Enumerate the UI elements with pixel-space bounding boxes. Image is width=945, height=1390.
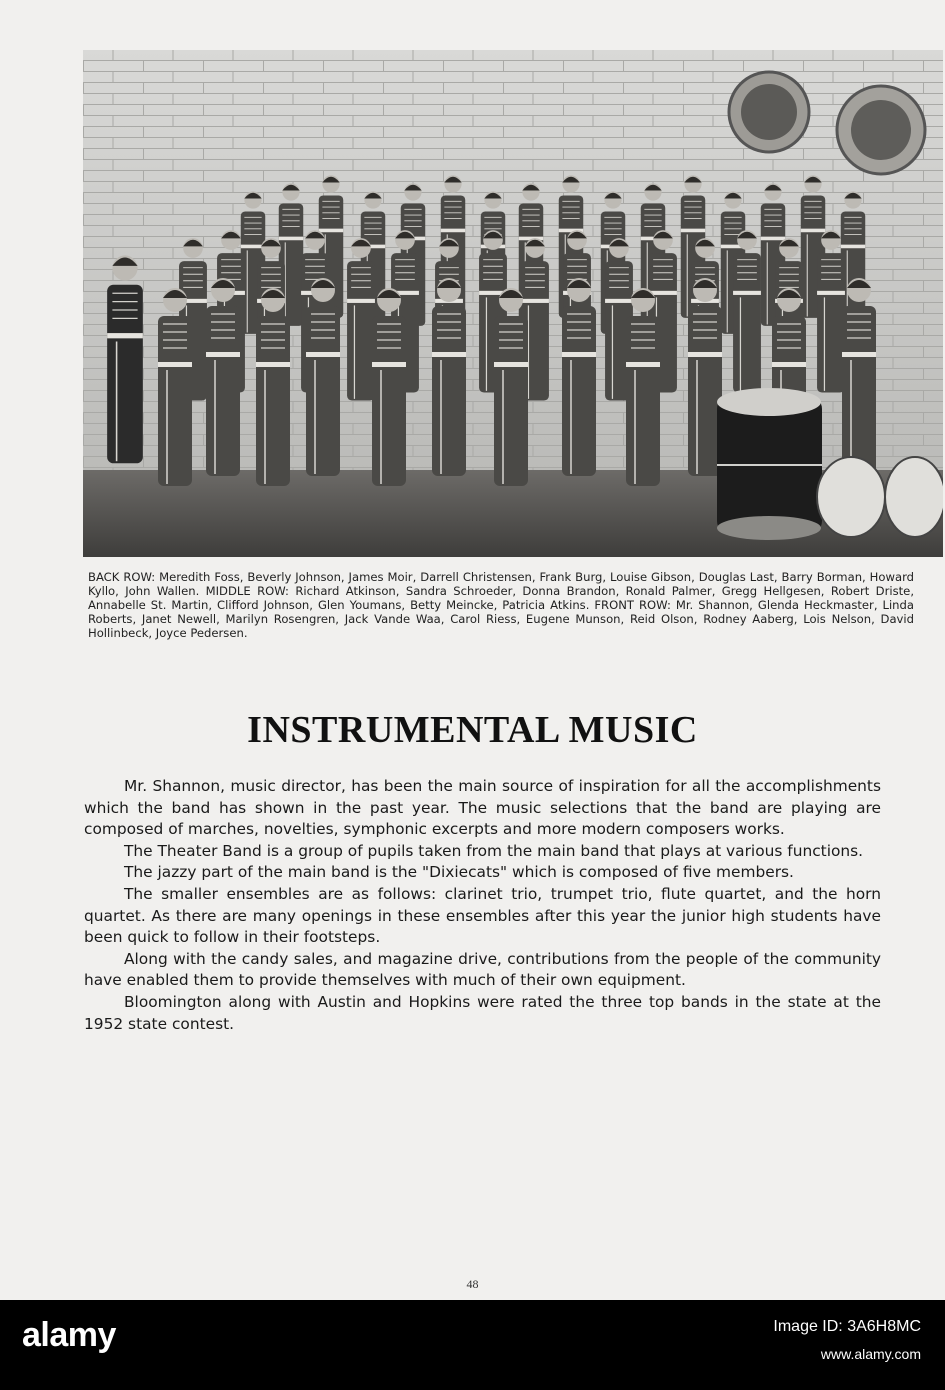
paragraph: Along with the candy sales, and magazine drive, contributions from the people of the community have enabled them to provide themselves with much of their own equipment. (84, 949, 881, 990)
paragraph: The Theater Band is a group of pupils taken from the main band that plays at various functions. (124, 841, 864, 860)
article-body (84, 776, 881, 1035)
band-member-figure (688, 278, 722, 476)
page-number: 48 (466, 1277, 479, 1291)
band-member-figure (432, 278, 466, 476)
band-member-figure (107, 255, 143, 463)
photo-caption: BACK ROW: Meredith Foss, Beverly Johnson, James Moir, Darrell Christensen, Frank Burg, Louise Gibson, Douglas Last, Barry Borman, Howard Kyllo, John Wallen. MIDDLE ROW: Richard Atkinson, Sandra Schroeder, Donna Brandon, Ronald Palmer, Gregg Hellgesen, Robert Driste, Annabelle St. Martin, Clifford Johnson, Glen Youmans, Betty Meincke, Patricia Atkins. FRONT ROW: Mr. Shannon, Glenda Heckmaster, Linda Roberts, Janet Newell, Marilyn Rosengren, Jack Vande Waa, Carol Riess, Eugene Munson, Reid Olson, Rodney Aaberg, Lois Nelson, David Hollinbeck, Joyce Pedersen. (88, 570, 914, 640)
band-member-figure (347, 238, 375, 400)
band-photo-illustration (83, 50, 943, 557)
watermark-image-id: Image ID: 3A6H8MC (773, 1318, 921, 1335)
band-member-figure (256, 288, 290, 486)
paragraph: The jazzy part of the main band is the "Dixiecats" which is composed of five members. (124, 863, 794, 882)
band-member-figure (842, 278, 876, 476)
band-member-figure (494, 288, 528, 486)
band-member-figure (206, 278, 240, 476)
page-title: INSTRUMENTAL MUSIC (247, 709, 698, 751)
band-member-figure (733, 230, 761, 392)
band-member-figure (626, 288, 660, 486)
band-photo (83, 50, 943, 557)
band-member-figure (817, 230, 845, 392)
paragraph: The smaller ensembles are as follows: clarinet trio, trumpet trio, flute quartet, and the horn quartet. As there are many openings in these ensembles after this year the junior high students have been quick to follow in their footsteps. (84, 884, 881, 947)
watermark-logo: alamy (22, 1316, 116, 1354)
band-member-figure (372, 288, 406, 486)
band-member-figure (562, 278, 596, 476)
paragraph: Bloomington along with Austin and Hopkins were rated the three top bands in the state at the 1952 state contest. (84, 992, 881, 1033)
watermark-url: www.alamy.com (820, 1346, 921, 1362)
bass-drum (717, 388, 822, 540)
paragraph: Mr. Shannon, music director, has been the main source of inspiration for all the accomplishments which the band has shown in the past year. The music selections that the band are playing are composed of marches, novelties, symphonic excerpts and more modern composers works. (84, 777, 881, 839)
band-member-figure (158, 288, 192, 486)
watermark-bar (0, 1300, 945, 1390)
band-member-figure (306, 278, 340, 476)
